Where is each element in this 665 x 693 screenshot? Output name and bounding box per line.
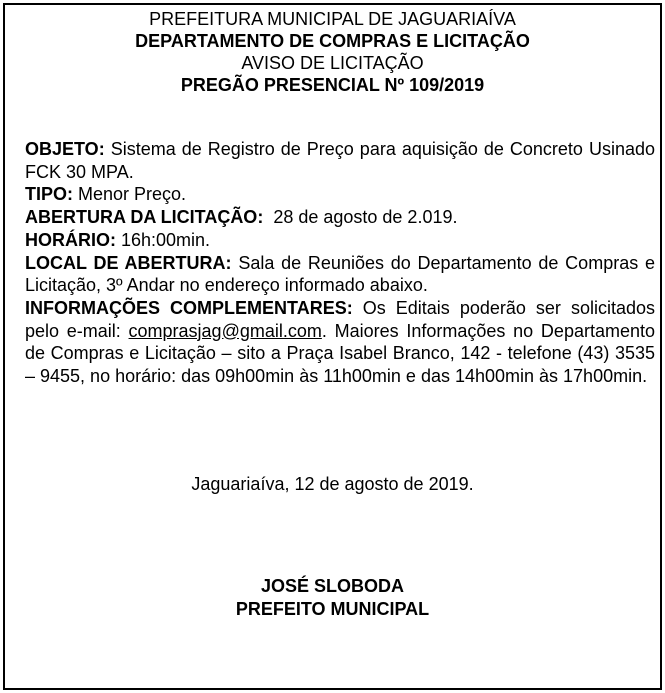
notice-frame — [3, 3, 662, 690]
tipo-label: TIPO: — [25, 184, 73, 205]
date-line: Jaguariaíva, 12 de agosto de 2019. — [191, 474, 474, 494]
objeto-paragraph — [25, 138, 655, 183]
signatory-title: PREFEITO MUNICIPAL — [235, 599, 430, 619]
info-text-before: Os Editais poderão ser solicitados pelo e-mail: — [25, 297, 655, 341]
abertura-paragraph — [25, 206, 655, 229]
tipo-text: Menor Preço. — [73, 184, 187, 205]
local-text: Sala de Reuniões do Departamento de Compras e Licitação, 3º Andar no endereço informado abaixo. — [25, 252, 655, 296]
notice-header — [5, 5, 660, 96]
local-label: LOCAL DE ABERTURA: — [25, 252, 232, 273]
horario-text: 16h:00min. — [116, 229, 211, 250]
signatory-name: JOSÉ SLOBODA — [260, 576, 405, 596]
horario-paragraph — [25, 229, 655, 252]
header-municipality: PREFEITURA MUNICIPAL DE JAGUARIAÍVA — [149, 9, 516, 29]
email-link[interactable]: comprasjag@gmail.com — [128, 320, 322, 341]
header-process-number: PREGÃO PRESENCIAL Nº 109/2019 — [180, 75, 485, 95]
objeto-label: OBJETO: — [25, 139, 105, 159]
notice-body — [25, 138, 655, 388]
signature-block — [5, 575, 660, 621]
horario-label: HORÁRIO: — [25, 229, 116, 250]
header-department: DEPARTAMENTO DE COMPRAS E LICITAÇÃO — [135, 31, 530, 51]
abertura-label: ABERTURA DA LICITAÇÃO: — [25, 207, 264, 228]
info-paragraph — [25, 297, 655, 388]
abertura-text: 28 de agosto de 2.019. — [263, 207, 458, 228]
info-label: INFORMAÇÕES COMPLEMENTARES: — [25, 297, 353, 318]
local-paragraph — [25, 252, 655, 297]
info-text-after: . Maiores Informações no Departamento de Compras e Licitação – sito a Praça Isabel Branco, 142 - telefone (43) 3535 – 9455, no horário: das 09h00min às 11h00min e das 14h00min às 17h00min. — [25, 320, 655, 387]
objeto-text: Sistema de Registro de Preço para aquisição de Concreto Usinado FCK 30 MPA. — [25, 139, 655, 182]
tipo-paragraph — [25, 183, 655, 206]
header-notice-type: AVISO DE LICITAÇÃO — [241, 53, 424, 73]
